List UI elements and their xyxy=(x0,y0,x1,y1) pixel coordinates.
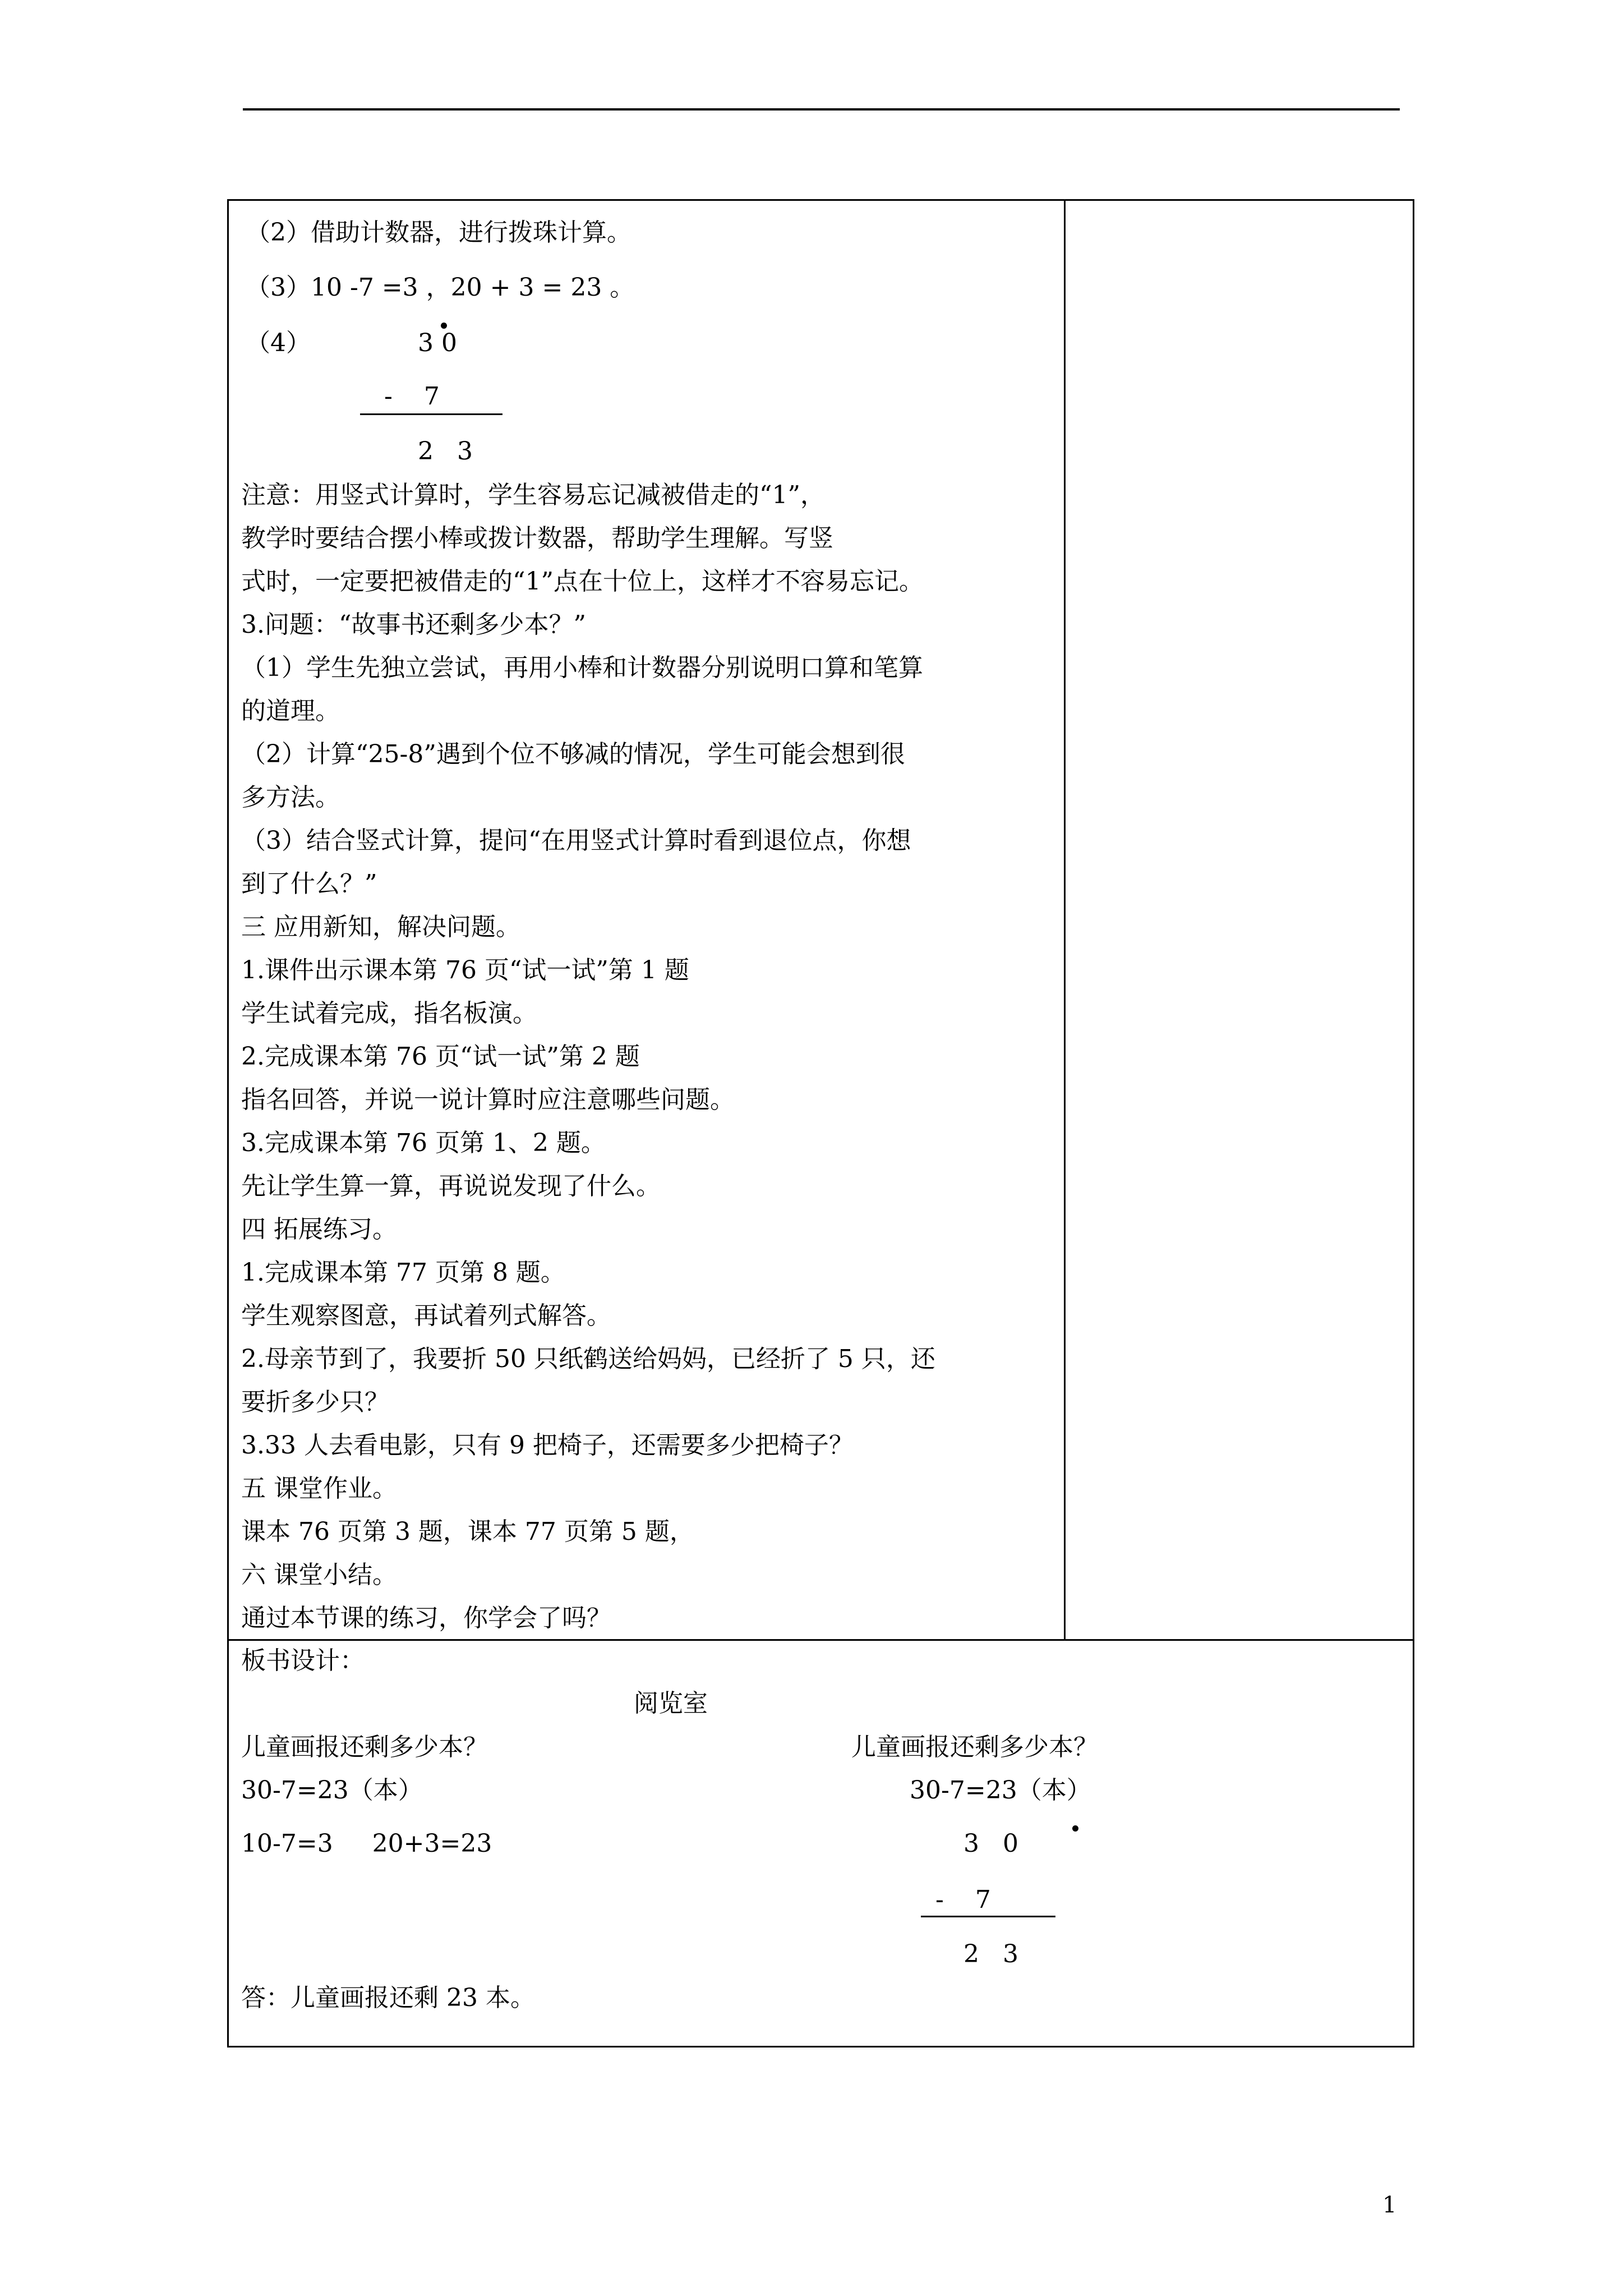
section-4-item-1-detail: 学生观察图意，再试着列式解答。 xyxy=(241,1301,611,1330)
question-3-step-3b: 到了什么？” xyxy=(241,869,377,898)
step-4-label: （4） xyxy=(246,329,311,357)
section-4-item-2a: 2.母亲节到了，我要折 50 只纸鹤送给妈妈，已经折了 5 只，还 xyxy=(241,1345,935,1373)
question-3-step-2b: 多方法。 xyxy=(241,783,340,812)
board-vertical-result: 2 3 xyxy=(963,1940,1018,1968)
board-vertical-underline xyxy=(921,1916,1055,1917)
section-6-heading: 六 课堂小结。 xyxy=(241,1561,397,1589)
question-3: 3.问题：“故事书还剩多少本？” xyxy=(241,610,586,639)
vertical-minus-row: - 7 xyxy=(384,382,440,411)
board-borrow-dot xyxy=(1072,1825,1078,1832)
note-line-2: 教学时要结合摆小棒或拨计数器，帮助学生理解。写竖 xyxy=(241,524,833,553)
board-label: 板书设计： xyxy=(241,1646,365,1675)
section-3-item-2: 2.完成课本第 76 页“试一试”第 2 题 xyxy=(241,1042,640,1071)
vertical-minuend: 3 0 xyxy=(418,329,457,357)
section-3-item-2-detail: 指名回答，并说一说计算时应注意哪些问题。 xyxy=(241,1085,735,1114)
borrow-dot xyxy=(441,323,447,329)
board-right-equation: 30-7=23（本） xyxy=(910,1776,1091,1805)
lesson-table xyxy=(227,199,1414,2047)
board-left-question: 儿童画报还剩多少本？ xyxy=(241,1733,488,1761)
section-4-item-1: 1.完成课本第 77 页第 8 题。 xyxy=(241,1258,565,1287)
board-left-steps: 10-7=3 20+3=23 xyxy=(241,1829,492,1858)
board-vertical-minuend: 3 0 xyxy=(963,1829,1018,1858)
vertical-underline xyxy=(360,413,502,415)
board-vertical-minus-row: - 7 xyxy=(935,1885,991,1914)
board-answer: 答：儿童画报还剩 23 本。 xyxy=(241,1984,535,2012)
note-line-1: 注意：用竖式计算时，学生容易忘记减被借走的“1”， xyxy=(241,481,825,509)
section-3-item-1: 1.课件出示课本第 76 页“试一试”第 1 题 xyxy=(241,956,689,984)
section-4-heading: 四 拓展练习。 xyxy=(241,1215,397,1244)
board-section-divider xyxy=(227,1639,1414,1641)
section-4-item-2b: 要折多少只？ xyxy=(241,1388,389,1416)
section-3-item-3-detail: 先让学生算一算，再说说发现了什么。 xyxy=(241,1172,661,1200)
section-5-detail: 课本 76 页第 3 题，课本 77 页第 5 题， xyxy=(241,1517,694,1546)
column-divider xyxy=(1064,199,1066,1640)
question-3-step-3a: （3）结合竖式计算，提问“在用竖式计算时看到退位点，你想 xyxy=(241,826,911,855)
vertical-result: 2 3 xyxy=(418,437,473,466)
note-line-3: 式时，一定要把被借走的“1”点在十位上，这样才不容易忘记。 xyxy=(241,567,924,596)
step-2: （2）借助计数器，进行拨珠计算。 xyxy=(246,218,631,247)
step-3: （3）10 -7 =3 ，20 + 3 = 23 。 xyxy=(246,273,635,302)
section-3-item-3: 3.完成课本第 76 页第 1、2 题。 xyxy=(241,1129,606,1157)
board-left-equation: 30-7=23（本） xyxy=(241,1776,423,1805)
section-3-item-1-detail: 学生试着完成，指名板演。 xyxy=(241,999,537,1028)
section-4-item-3: 3.33 人去看电影，只有 9 把椅子，还需要多少把椅子？ xyxy=(241,1431,854,1460)
question-3-step-1a: （1）学生先独立尝试，再用小棒和计数器分别说明口算和笔算 xyxy=(241,654,923,682)
section-6-detail: 通过本节课的练习，你学会了吗？ xyxy=(241,1604,611,1632)
question-3-step-2a: （2）计算“25-8”遇到个位不够减的情况，学生可能会想到很 xyxy=(241,740,905,769)
board-title: 阅览室 xyxy=(634,1689,708,1718)
question-3-step-1b: 的道理。 xyxy=(241,697,340,725)
page-number: 1 xyxy=(1382,2192,1397,2218)
section-3-heading: 三 应用新知，解决问题。 xyxy=(241,913,520,941)
board-right-question: 儿童画报还剩多少本？ xyxy=(851,1733,1098,1761)
section-5-heading: 五 课堂作业。 xyxy=(241,1474,397,1503)
header-rule xyxy=(243,108,1400,111)
